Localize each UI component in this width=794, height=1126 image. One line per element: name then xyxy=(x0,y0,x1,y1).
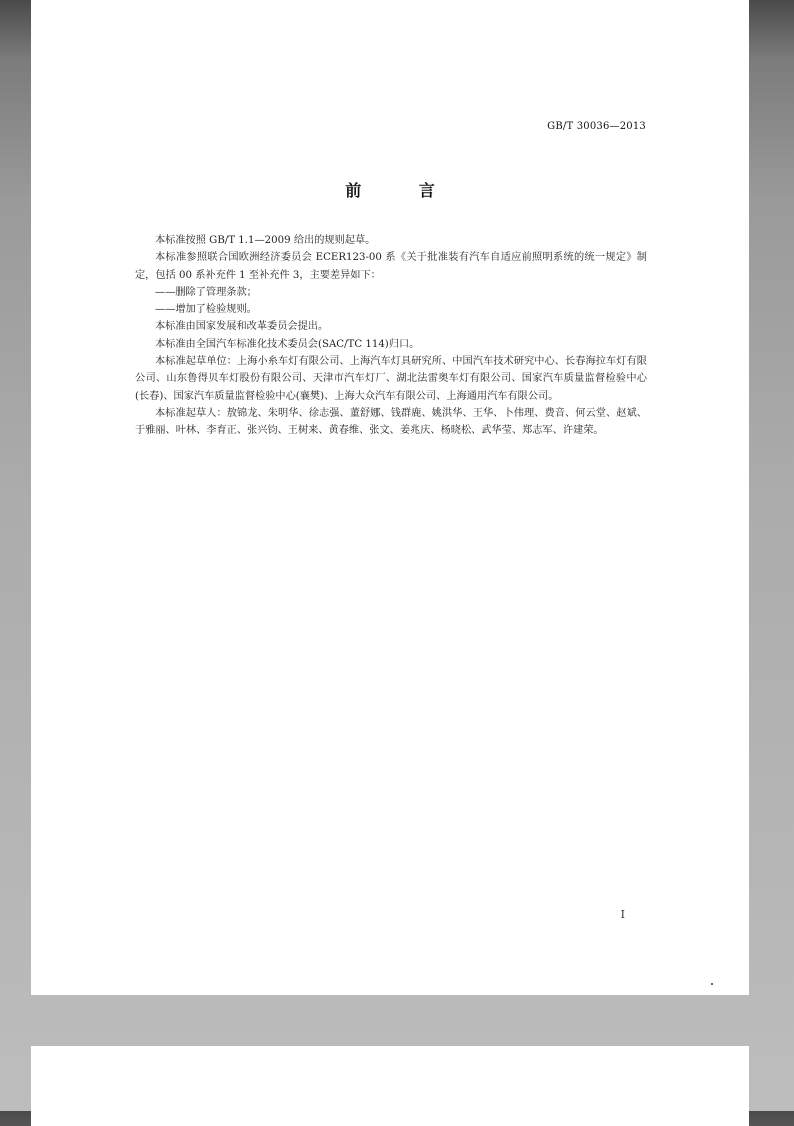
paragraph: 本标准参照联合国欧洲经济委员会 ECER123-00 系《关于批准装有汽车自适应前照明系统的统一规定》制定，包括 00 系补充件 1 至补充件 3，主要差异如下： xyxy=(135,252,647,281)
document-page xyxy=(31,0,749,995)
paragraph: 本标准由全国汽车标准化技术委员会(SAC/TC 114)归口。 xyxy=(155,338,420,350)
paragraph: ——增加了检验规则。 xyxy=(155,304,257,316)
paragraph: 本标准起草单位：上海小糸车灯有限公司、上海汽车灯具研究所、中国汽车技术研究中心、长春海拉车灯有限公司、山东鲁得贝车灯股份有限公司、天津市汽车灯厂、湖北法雷奥车灯有限公司、国家汽车质量监督检验中心(长春)、国家汽车质量监督检验中心(襄樊)、上海大众汽车有限公司、上海通用汽车有限公司。 xyxy=(135,356,647,402)
page-title: 前 言 xyxy=(345,181,461,200)
next-page xyxy=(31,1046,749,1126)
paragraph: 本标准按照 GB/T 1.1—2009 给出的规则起草。 xyxy=(155,235,376,246)
paragraph: 本标准起草人：敖锦龙、朱明华、徐志强、董舒娜、钱群鹿、姚洪华、王华、卜伟理、费音、何云堂、赵斌、于雅丽、叶林、李育正、张兴钧、王树来、黄春维、张文、姜兆庆、杨晓松、武华莹、郑志军、许建荣。 xyxy=(135,407,647,437)
body-text xyxy=(135,232,647,440)
paragraph: ——删除了管理条款； xyxy=(155,286,257,298)
page-number: I xyxy=(620,908,625,921)
paragraph: 本标准由国家发展和改革委员会提出。 xyxy=(155,321,329,333)
scan-mark xyxy=(711,983,713,985)
standard-code: GB/T 30036—2013 xyxy=(547,121,646,132)
